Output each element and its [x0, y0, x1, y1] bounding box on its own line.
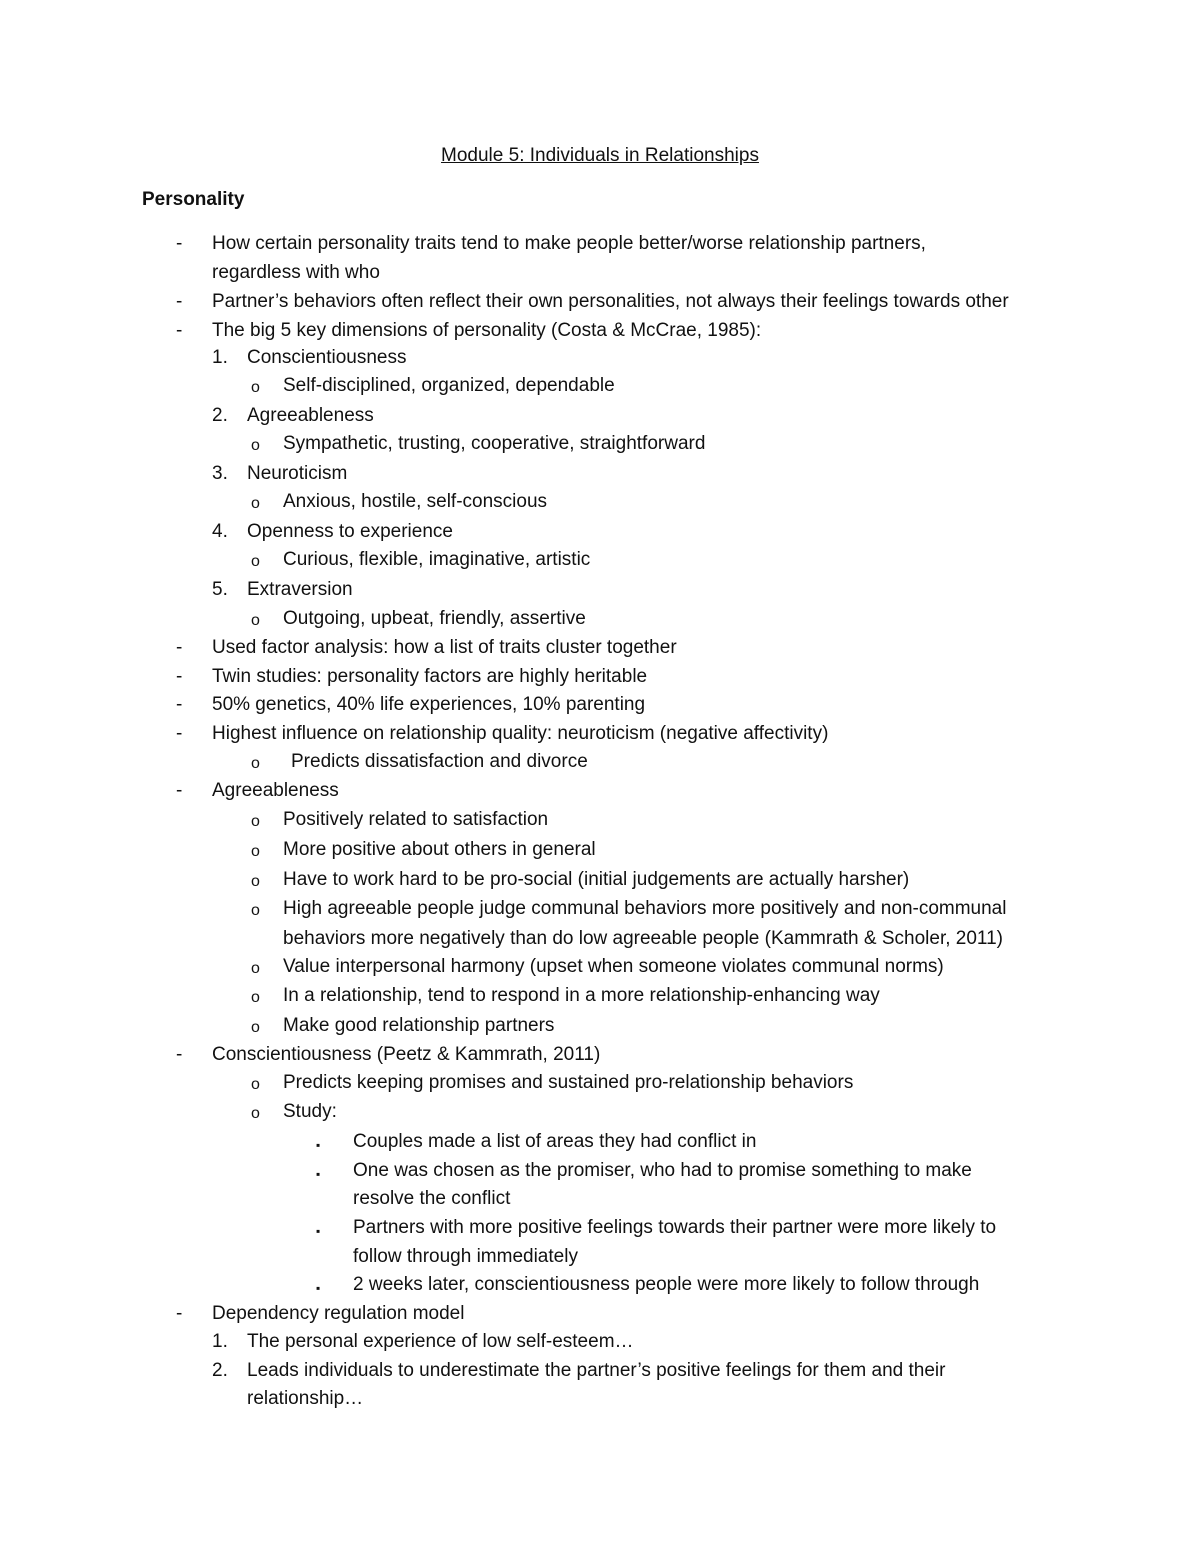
sub-item: Self-disciplined, organized, dependable [283, 375, 615, 396]
numbered-item: Extraversion [247, 579, 353, 600]
bullet-dash: - [176, 780, 183, 801]
sub-item: Positively related to satisfaction [283, 809, 549, 830]
list-item: Partner’s behaviors often reflect their own personalities, not always their feelings towards other [212, 291, 1009, 312]
sub-item: Study: [283, 1101, 337, 1122]
list-item-continuation: regardless with who [212, 262, 380, 283]
list-number: 2. [212, 405, 228, 426]
sub-sub-item-continuation: resolve the conflict [353, 1188, 511, 1209]
numbered-item-continuation: relationship… [247, 1388, 364, 1409]
list-item: Twin studies: personality factors are highly heritable [212, 666, 648, 687]
section-heading: Personality [142, 189, 245, 210]
bullet-circle: o [251, 755, 260, 772]
sub-item: High agreeable people judge communal behaviors more positively and non-communal [283, 898, 1007, 919]
list-item: Dependency regulation model [212, 1303, 465, 1324]
list-number: 5. [212, 579, 228, 600]
bullet-dash: - [176, 1303, 183, 1324]
sub-item: Value interpersonal harmony (upset when someone violates communal norms) [283, 956, 944, 977]
sub-sub-item: Couples made a list of areas they had conflict in [353, 1131, 757, 1152]
list-number: 2. [212, 1360, 228, 1381]
sub-sub-item: Partners with more positive feelings towards their partner were more likely to [353, 1217, 997, 1238]
bullet-dash: - [176, 291, 183, 312]
bullet-circle: o [251, 960, 260, 977]
list-number: 4. [212, 521, 228, 542]
sub-sub-item: 2 weeks later, conscientiousness people were more likely to follow through [353, 1274, 980, 1295]
bullet-circle: o [251, 902, 260, 919]
sub-item: Sympathetic, trusting, cooperative, straightforward [283, 433, 706, 454]
sub-item: Make good relationship partners [283, 1015, 555, 1036]
list-item: Used factor analysis: how a list of traits cluster together [212, 637, 677, 658]
numbered-item: Openness to experience [247, 521, 453, 542]
bullet-circle: o [251, 1019, 260, 1036]
list-number: 1. [212, 1331, 228, 1352]
sub-item: In a relationship, tend to respond in a more relationship-enhancing way [283, 985, 880, 1006]
sub-item: Have to work hard to be pro-social (initial judgements are actually harsher) [283, 869, 910, 890]
numbered-item: Leads individuals to underestimate the partner’s positive feelings for them and their [247, 1360, 946, 1381]
sub-item: More positive about others in general [283, 839, 596, 860]
bullet-square: ▪ [316, 1224, 321, 1238]
bullet-dash: - [176, 1044, 183, 1065]
list-number: 3. [212, 463, 228, 484]
bullet-circle: o [251, 1105, 260, 1122]
list-item: 50% genetics, 40% life experiences, 10% parenting [212, 694, 646, 715]
sub-item: Outgoing, upbeat, friendly, assertive [283, 608, 586, 629]
list-item: How certain personality traits tend to make people better/worse relationship partners, [212, 233, 926, 254]
bullet-dash: - [176, 637, 183, 658]
sub-item: Anxious, hostile, self-conscious [283, 491, 548, 512]
bullet-dash: - [176, 233, 183, 254]
sub-sub-item-continuation: follow through immediately [353, 1246, 578, 1267]
bullet-circle: o [251, 843, 260, 860]
bullet-circle: o [251, 553, 260, 570]
bullet-dash: - [176, 723, 183, 744]
bullet-circle: o [251, 1076, 260, 1093]
list-item: Conscientiousness (Peetz & Kammrath, 2011) [212, 1044, 601, 1065]
sub-sub-item: One was chosen as the promiser, who had to promise something to make [353, 1160, 972, 1181]
bullet-circle: o [251, 612, 260, 629]
numbered-item: Agreeableness [247, 405, 374, 426]
bullet-square: ▪ [316, 1138, 321, 1152]
bullet-dash: - [176, 320, 183, 341]
numbered-item: Neuroticism [247, 463, 348, 484]
bullet-circle: o [251, 873, 260, 890]
list-item: Agreeableness [212, 780, 339, 801]
bullet-circle: o [251, 437, 260, 454]
bullet-circle: o [251, 379, 260, 396]
page-title: Module 5: Individuals in Relationships [441, 145, 759, 166]
sub-item: Predicts keeping promises and sustained pro-relationship behaviors [283, 1072, 854, 1093]
list-number: 1. [212, 347, 228, 368]
bullet-square: ▪ [316, 1281, 321, 1295]
bullet-dash: - [176, 666, 183, 687]
sub-item: Curious, flexible, imaginative, artistic [283, 549, 591, 570]
bullet-square: ▪ [316, 1167, 321, 1181]
bullet-circle: o [251, 813, 260, 830]
list-item: Highest influence on relationship quality: neuroticism (negative affectivity) [212, 723, 829, 744]
numbered-item: The personal experience of low self-esteem… [247, 1331, 634, 1352]
numbered-item: Conscientiousness [247, 347, 407, 368]
bullet-circle: o [251, 495, 260, 512]
bullet-circle: o [251, 989, 260, 1006]
list-item: The big 5 key dimensions of personality (Costa & McCrae, 1985): [212, 320, 762, 341]
bullet-dash: - [176, 694, 183, 715]
sub-item-continuation: behaviors more negatively than do low agreeable people (Kammrath & Scholer, 2011) [283, 928, 1003, 949]
sub-item: Predicts dissatisfaction and divorce [291, 751, 588, 772]
